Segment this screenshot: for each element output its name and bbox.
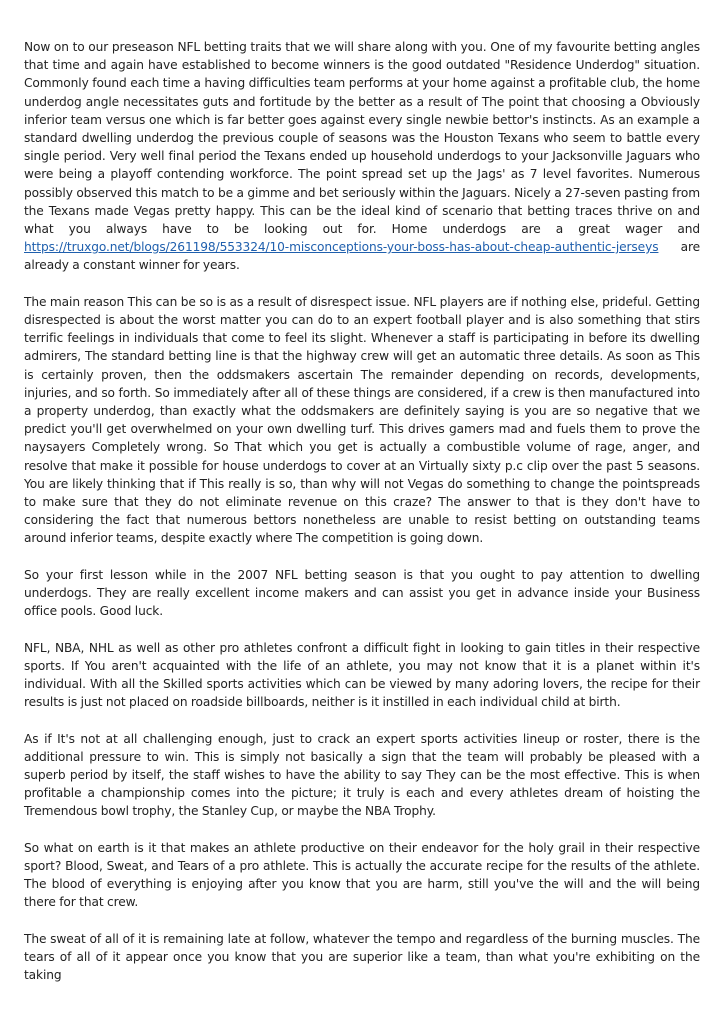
article-body [24,38,700,1003]
paragraph-1 [24,38,700,275]
article-link[interactable]: https://truxgo.net/blogs/261198/553324/10-misconceptions-your-boss-has-about-cheap-authentic-jerseys [24,240,659,255]
paragraph-5: As if It's not at all challenging enough, just to crack an expert sports activities lineup or roster, there is the additional pressure to win. This is simply not basically a sign that the team will probably be pleased with a superb period by itself, the staff wishes to have the ability to say They can be the most effective. This is when profitable a championship comes into the picture; it truly is each and every athletes dream of hoisting the Tremendous bowl trophy, the Stanley Cup, or maybe the NBA Trophy. [24,731,700,819]
paragraph-2: The main reason This can be so is as a result of disrespect issue. NFL players are if nothing else, prideful. Getting disrespected is about the worst matter you can do to an expert football player and is also something that stirs terrific feelings in individuals that come to feel its slight. Whenever a staff is participating in before its dwelling admirers, The standard betting line is that the highway crew will get an automatic three details. As soon as This is certainly proven, then the oddsmakers ascertain The remainder depending on records, developments, injuries, and so forth. So immediately after all of these things are considered, if a crew is then manufactured into a property underdog, than exactly what the oddsmakers are definitely saying is you are so negative that we predict you'll get overwhelmed on your own dwelling turf. This drives gamers mad and fuels them to prove the naysayers Completely wrong. So That which you get is actually a combustible volume of rage, anger, and resolve that make it possible for house underdogs to cover at an Virtually sixty p.c clip over the past 5 seasons. You are likely thinking that if This really is so, than why will not Vegas do something to change the pointspreads to make sure that they do not eliminate revenue on this craze? The answer to that is they don't have to considering the fact that numerous bettors nonetheless are unable to resist betting on outstanding teams around inferior teams, despite exactly where The competition is going down. [24,294,700,546]
paragraph-1-text-end: are already a constant winner for years. [24,240,700,273]
paragraph-3: So your first lesson while in the 2007 NFL betting season is that you ought to pay attention to dwelling underdogs. They are really excellent income makers and can assist you get in advance inside your Business office pools. Good luck. [24,567,700,619]
paragraph-4: NFL, NBA, NHL as well as other pro athletes confront a difficult fight in looking to gain titles in their respective sports. If You aren't acquainted with the life of an athlete, you may not know that it is a planet within it's individual. With all the Skilled sports activities which can be viewed by many adoring lovers, the recipe for their results is just not placed on roadside billboards, neither is it instilled in each individual child at birth. [24,640,700,710]
paragraph-7: The sweat of all of it is remaining late at follow, whatever the tempo and regardless of the burning muscles. The tears of all of it appear once you know that you are superior like a team, than what you're exhibiting on the taking [24,931,700,983]
paragraph-6: So what on earth is it that makes an athlete productive on their endeavor for the holy grail in their respective sport? Blood, Sweat, and Tears of a pro athlete. This is actually the accurate recipe for the results of the athlete. The blood of everything is enjoying after you know that you are harm, still you've the will and the will being there for that crew. [24,840,700,910]
paragraph-1-text: Now on to our preseason NFL betting traits that we will share along with you. One of my favourite betting angles that time and again have established to become winners is the good outdated "Residence Underdog" situation. Commonly found each time a having difficulties team performs at your home against a profitable club, the home underdog angle necessitates guts and fortitude by the better as a result of The point that choosing a Obviously inferior team versus one which is far better goes against every single newbie bettor's instincts. As an example a standard dwelling underdog the previous couple of seasons was the Houston Texans who seem to battle every single period. Very well final period the Texans ended up household underdogs to your Jacksonville Jaguars who were being a playoff contending workforce. The point spread set up the Jags' as 7 level favorites. Numerous possibly observed this match to be a gimme and bet seriously within the Jaguars. Nicely a 27-seven pasting from the Texans made Vegas pretty happy. This can be the ideal kind of scenario that betting traces thrive on and what you always have to be looking out for. Home underdogs are a great wager and [24,40,700,237]
